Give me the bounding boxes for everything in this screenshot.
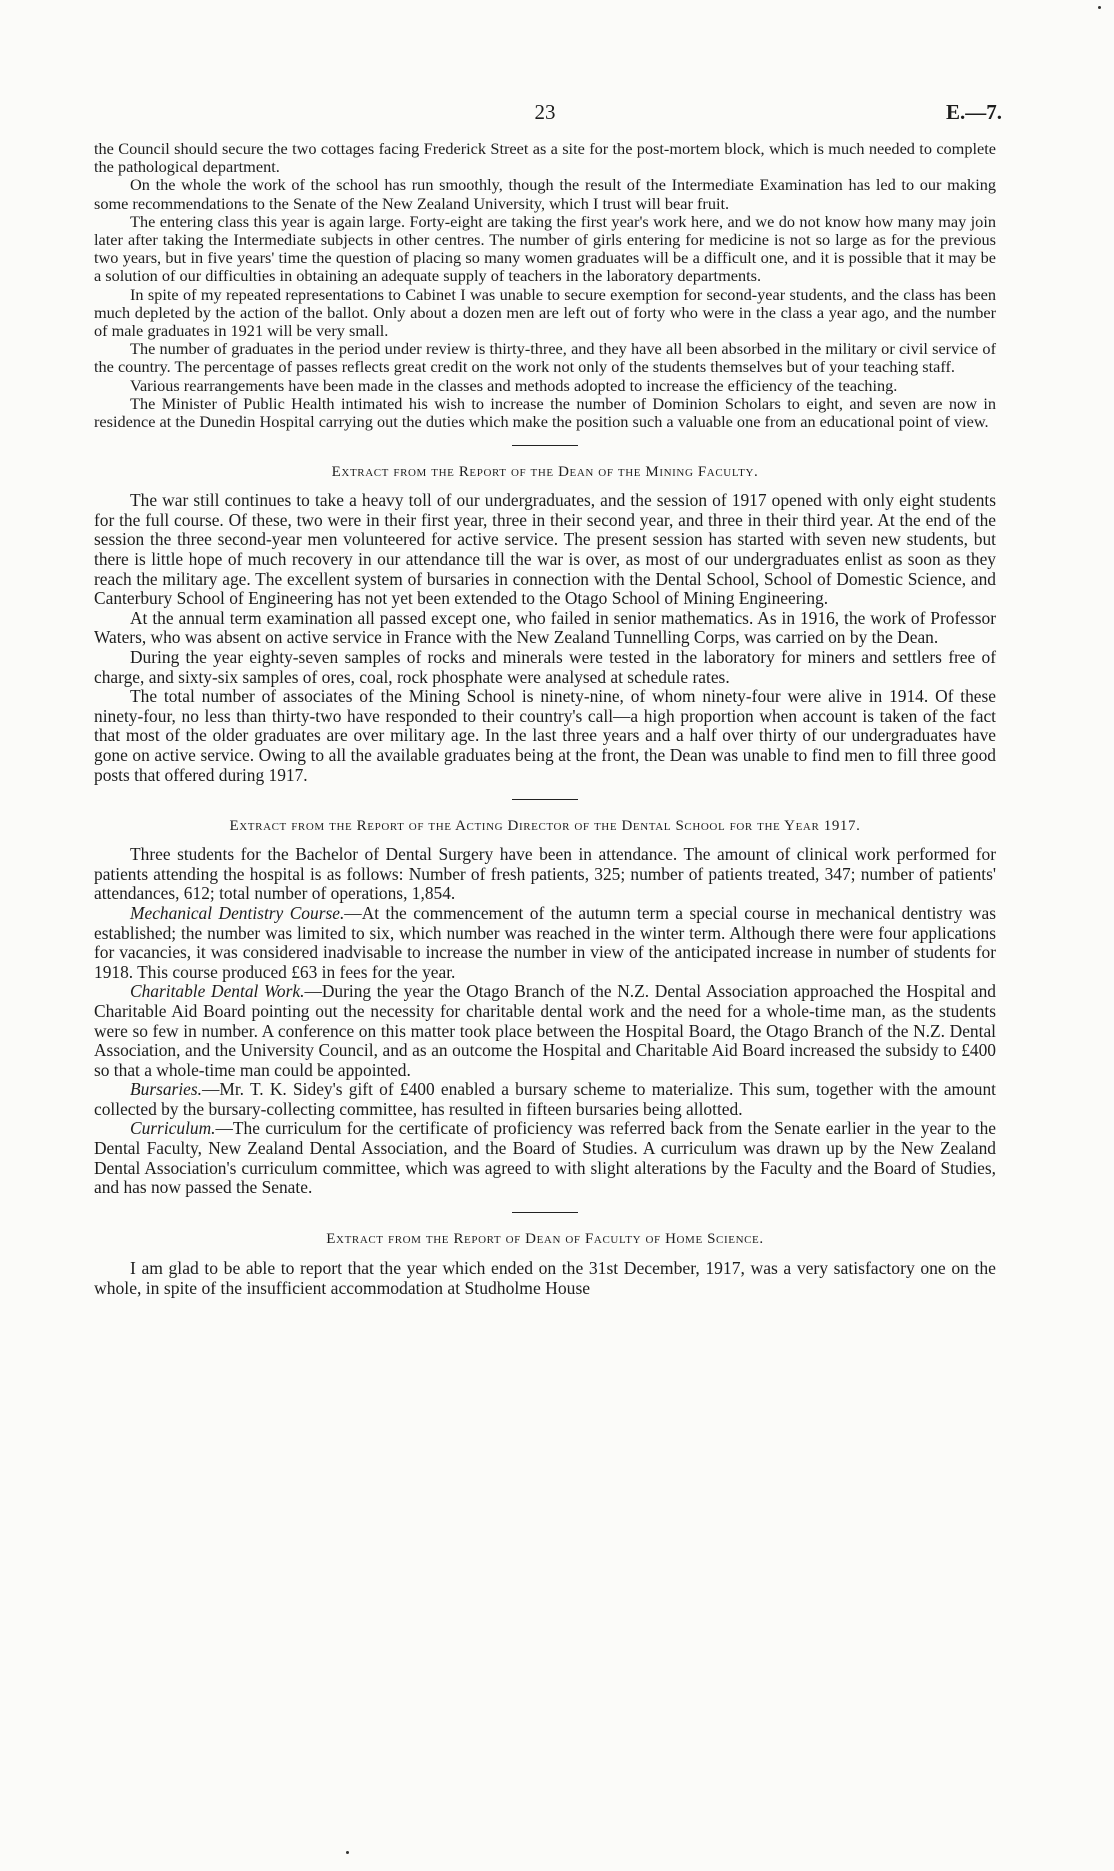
paragraph — [94, 1080, 996, 1119]
paragraph — [94, 904, 996, 982]
paragraph: The number of graduates in the period under review is thirty-three, and they have all been absorbed in the military or civil service of the country. The percentage of passes reflects great credit on the work not only of the students themselves but of your teaching staff. — [94, 339, 996, 377]
paragraph: On the whole the work of the school has run smoothly, though the result of the Intermediate Examination has led to our making some recommendations to the Senate of the New Zealand University, which I trust will bear fruit. — [94, 175, 996, 213]
paragraph: The Minister of Public Health intimated his wish to increase the number of Dominion Scholars to eight, and seven are now in residence at the Dunedin Hospital carrying out the duties which make the position such a valuable one from an educational point of view. — [94, 393, 996, 432]
paragraph-text: —Mr. T. K. Sidey's gift of £400 enabled a bursary scheme to materialize. This sum, together with the amount collected by the bursary-collecting committee, has resulted in fifteen bursaries being allotted. — [94, 1079, 996, 1119]
section-divider — [512, 799, 578, 800]
section-heading: Extract from the Report of the Dean of the Mining Faculty. — [331, 464, 759, 481]
paragraph: The war still continues to take a heavy toll of our undergraduates, and the session of 1917 opened with only eight students for the full course. Of these, two were in their first year, three in their second year, and three in their third year. At the end of the session the three second-year men volunteered for active service. The present session has started with seven new students, but there is little hope of much recovery in our attendance till the war is over, as most of our undergraduates enlist as soon as they reach the military age. The excellent system of bursaries in connection with the Dental School, School of Domestic Science, and Canterbury School of Engineering has not yet been extended to the Otago School of Mining Engineering. — [94, 490, 996, 609]
section-divider — [512, 445, 578, 446]
paragraph — [94, 1119, 996, 1197]
home-science-section — [94, 1231, 996, 1298]
medical-section — [94, 140, 996, 431]
paragraph: In spite of my repeated representations to Cabinet I was unable to secure exemption for second-year students, and the class has been much depleted by the action of the ballot. Only about a dozen men are left out of forty who were in the class a year ago, and the number of male graduates in 1921 will be very small. — [94, 284, 996, 341]
section-divider — [512, 1212, 578, 1213]
subheading-curriculum: Curriculum. — [130, 1118, 216, 1139]
paragraph: The total number of associates of the Mining School is ninety-nine, of whom ninety-four were alive in 1914. Of these ninety-four, no less than thirty-two have responded to their country's call—a high proportion when account is taken of the fact that most of the older graduates are over military age. In the last three years and a half over thirty of our undergraduates have gone on active service. Owing to all the available graduates being at the front, the Dean was unable to find men to fill three good posts that offered during 1917. — [94, 686, 996, 785]
scan-speck — [1098, 6, 1101, 9]
paragraph: At the annual term examination all passed except one, who failed in senior mathematics. As in 1916, the work of Professor Waters, who was absent on active service in France with the New Zealand Tunnelling Corps, was carried on by the Dean. — [94, 607, 996, 648]
paragraph-text: —During the year the Otago Branch of the N.Z. Dental Association approached the Hospital and Charitable Aid Board pointing out the necessity for charitable dental work and the need for a whole-time man, as the students were so few in number. A conference on this matter took place between the Hospital Board, the Otago Branch of the N.Z. Dental Association, and the University Council, and as an outcome the Hospital and Charitable Aid Board increased the subsidy to £400 so that a whole-time man could be appointed. — [94, 981, 996, 1080]
section-heading: Extract from the Report of Dean of Faculty of Home Science. — [326, 1230, 764, 1247]
section-heading: Extract from the Report of the Acting Director of the Dental School for the Year 1917. — [229, 818, 861, 835]
mining-section — [94, 464, 996, 785]
paragraph: Various rearrangements have been made in the classes and methods adopted to increase the efficiency of the teaching. — [130, 375, 898, 395]
paragraph: the Council should secure the two cottages facing Frederick Street as a site for the post-mortem block, which is much needed to complete the pathological department. — [94, 139, 996, 177]
subheading-mechanical: Mechanical Dentistry Course. — [130, 902, 345, 923]
paragraph: Three students for the Bachelor of Dental Surgery have been in attendance. The amount of clinical work performed for patients attending the hospital is as follows: Number of fresh patients, 325; number of patients treated, 347; number of patients' attendances, 612; total number of operations, 1,854. — [94, 844, 996, 904]
document-page — [94, 100, 1002, 1298]
paragraph — [94, 982, 996, 1080]
paragraph: I am glad to be able to report that the year which ended on the 31st December, 1917, was a very satisfactory one on the whole, in spite of the insufficient accommodation at Studholme House — [94, 1257, 996, 1298]
dental-section — [94, 818, 996, 1198]
paragraph-text: —The curriculum for the certificate of proficiency was referred back from the Senate earlier in the year to the Dental Faculty, New Zealand Dental Association, and the Board of Studies. A curriculum was drawn up by the New Zealand Dental Association's curriculum committee, which was agreed to with slight alterations by the Faculty and the Board of Studies, and has now passed the Senate. — [94, 1118, 996, 1198]
subheading-charitable: Charitable Dental Work. — [130, 981, 305, 1002]
page-header — [94, 100, 1002, 140]
subheading-bursaries: Bursaries. — [130, 1079, 202, 1100]
paragraph: The entering class this year is again large. Forty-eight are taking the first year's work here, and we do not know how many may join later after taking the Intermediate subjects in other centres. The number of girls entering for medicine is not so large as for the previous two years, but in five years' time the question of placing so many women graduates will be a difficult one, and it is possible that it may be a solution of our difficulties in obtaining an adequate supply of teachers in the laboratory departments. — [94, 211, 996, 286]
document-code: E.—7. — [945, 100, 1002, 124]
paragraph-text: —At the commencement of the autumn term a special course in mechanical dentistry was established; the number was limited to six, which number was reached in the winter term. Although there were four applications for vacancies, it was considered inadvisable to increase the number in view of the anticipated increase in number of students for 1918. This course produced £63 in fees for the year. — [94, 902, 996, 982]
page-number: 23 — [534, 100, 556, 124]
scan-speck — [346, 1851, 349, 1854]
paragraph: During the year eighty-seven samples of rocks and minerals were tested in the laboratory for miners and settlers free of charge, and sixty-six samples of ores, coal, rock phosphate were analysed at schedule rates. — [94, 647, 996, 687]
